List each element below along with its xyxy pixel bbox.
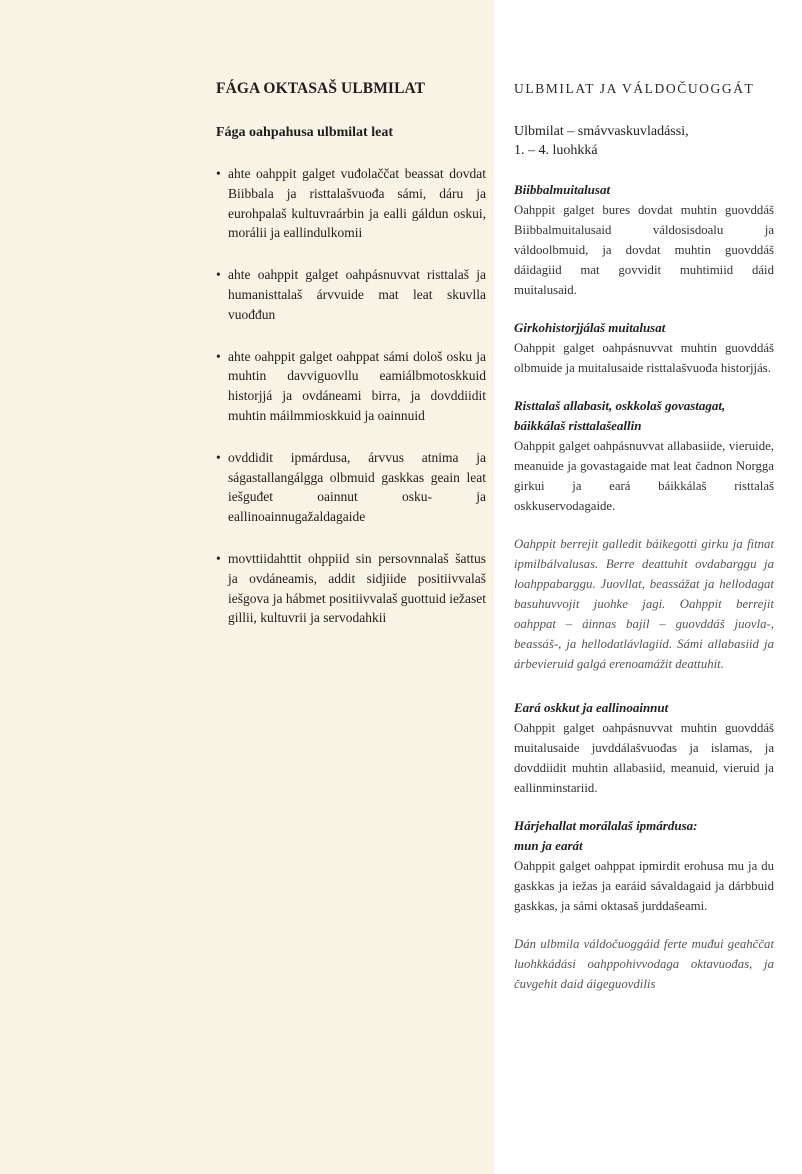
left-subheading: Fága oahpahusa ulbmilat leat bbox=[216, 125, 393, 140]
right-heading: ULBMILAT JA VÁLDOČUOGGÁT bbox=[514, 81, 755, 96]
goal-text: ahte oahppit galget vuđolaččat beassat dovdat Biibbala ja risttalašvuođa sámi, dáru ja eurohpalaš kultuvraárbin ja ealli gáldun oskui, morálii ja eallindulkomii bbox=[228, 166, 486, 241]
section-moral-understanding bbox=[514, 816, 774, 916]
italic-note-2: Dán ulbmila váldočuoggáid ferte muđui geahččat luohkkádási oahppohivvodaga oktavuođas, ja čuvgehit daid áigeguovdilis bbox=[514, 937, 774, 991]
left-heading: FÁGA OKTASAŠ ULBMILAT bbox=[216, 80, 426, 97]
section-title: Risttalaš allabasit, oskkolaš govastagat, báikkálaš risttalašeallin bbox=[514, 398, 726, 433]
bullet-icon: • bbox=[216, 348, 221, 364]
section-body: Oahppit galget oahppat ipmirdit erohusa mu ja du gaskkas ja iežas ja earáid sávaldagaid ja dárbbuid gaskkas, ja sámi oktasaš jurddašeami. bbox=[514, 859, 774, 913]
right-subheading-line-1: Ulbmilat – smávvaskuvladássi, bbox=[514, 124, 689, 139]
bullet-icon: • bbox=[216, 267, 221, 283]
section-body: Oahppit galget oahpásnuvvat muhtin guovddáš muitalusaide juvddálašvuođas ja islamas, ja dovddiidit muhtin allabasiid, meanuid, vieruid ja eallinminstariid. bbox=[514, 721, 774, 795]
goal-text: ahte oahppit galget oahppat sámi dološ osku ja muhtin davviguovllu eamiálbmotoskkuid historjjá ja ovdáneami birra, ja dovddiidit muhtin máilmmioskkuid ja oainnuid bbox=[228, 348, 486, 423]
section-church-history bbox=[514, 318, 774, 378]
left-column bbox=[216, 80, 486, 650]
section-body: Oahppit galget oahpásnuvvat allabasiide, vieruide, meanuide ja govastagaide mat leat čadnon Norgga girkui ja eará báikkálaš risttalaš oskkuservodagaide. bbox=[514, 439, 774, 513]
goal-text: ahte oahppit galget oahpásnuvvat risttalaš ja humanisttalaš árvvuide mat leat skuvlla vuođđun bbox=[228, 267, 486, 322]
right-subheading bbox=[514, 122, 774, 160]
right-column bbox=[514, 80, 774, 1018]
bullet-icon: • bbox=[216, 166, 221, 181]
italic-note-1: Oahppit berrejit galledit báikegotti girku ja fitnat ipmilbálvalusas. Berre deattuhit ovdabarggu ja loahppabarggu. Juovllat, beassážat ja hellodagat basuhuvvojit juohke jagi. Oahppit berrejit oahppat – áinnas bajil – guovddáš juovla-, beassáš-, ja hellodatlávlagiid. Sámi allabasiid ja árbevieruid galgá erenoamážit deattuhit. bbox=[514, 537, 774, 671]
section-title-line-1: Hárjehallat morálalaš ipmárdusa: bbox=[514, 818, 698, 833]
bullet-icon: • bbox=[216, 550, 221, 566]
goal-item bbox=[216, 164, 486, 243]
section-title: Biibbalmuitalusat bbox=[514, 182, 611, 197]
section-christian-holidays bbox=[514, 396, 774, 516]
goal-text: ovddidit ipmárdusa, árvvus atnima ja ságastallangálgga olbmuid gaskkas geain leat iešguđet oainnut osku- ja eallinoainnugažaldagaide bbox=[228, 449, 486, 525]
section-body: Oahppit galget bures dovdat muhtin guovddáš Biibbalmuitalusaid váldosisdoalu ja váldoolbmuid, ja dovdat muhtin guovddáš dáidagiid mat govvidit muhtimiid dáid muitalusaid. bbox=[514, 203, 774, 297]
goal-text: movttiidahttit ohppiid sin persovnnalaš šattus ja ovdáneamis, addit sidjiide positiivvalaš iešgova ja hábmet positiivvalaš guottuid iežaset gillii, kultuvrii ja servodahkii bbox=[228, 550, 486, 626]
section-bible-stories bbox=[514, 180, 774, 300]
goal-item bbox=[216, 347, 486, 426]
section-title-line-2: mun ja earát bbox=[514, 838, 583, 853]
section-title: Girkohistorjjálaš muitalusat bbox=[514, 320, 666, 335]
section-other-religions bbox=[514, 698, 774, 798]
section-body: Oahppit galget oahpásnuvvat muhtin guovddáš olbmuide ja muitalusaide risttalašvuođa historjjás. bbox=[514, 341, 774, 375]
goal-item bbox=[216, 448, 486, 527]
section-title: Eará oskkut ja eallinoainnut bbox=[514, 700, 669, 715]
bullet-icon: • bbox=[216, 449, 221, 465]
goal-item bbox=[216, 265, 486, 324]
goal-item bbox=[216, 549, 486, 628]
right-subheading-line-2: 1. – 4. luohkká bbox=[514, 143, 598, 158]
goals-list bbox=[216, 164, 486, 628]
